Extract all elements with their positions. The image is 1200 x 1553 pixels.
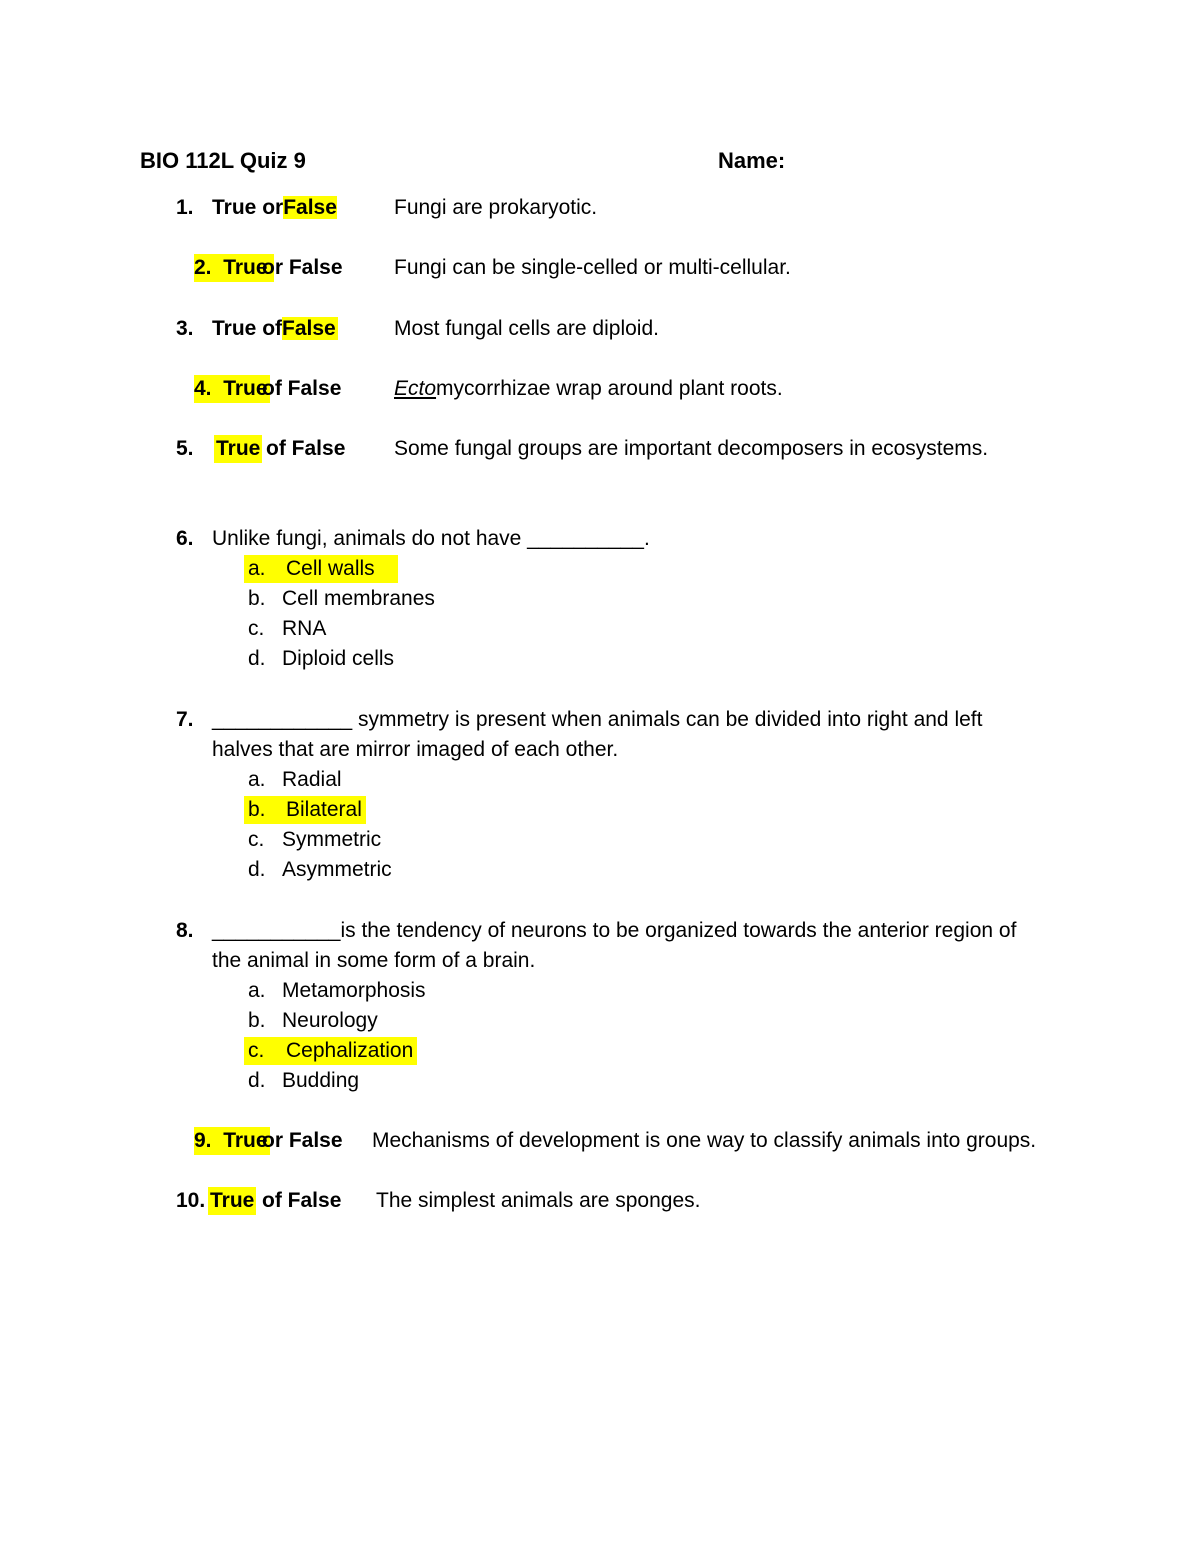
- choice-false: False: [287, 377, 342, 400]
- choice-false: False: [288, 1129, 343, 1152]
- answer-option: a. Metamorphosis: [248, 979, 426, 1002]
- question-statement: Most fungal cells are diploid.: [394, 317, 659, 340]
- choice-false-highlighted: False: [282, 317, 336, 340]
- choice-true-highlighted: True: [223, 256, 268, 279]
- answer-option-highlighted: a. Cell walls: [244, 555, 398, 583]
- choice-conjunction: or: [262, 196, 284, 219]
- question-stem-line2: halves that are mirror imaged of each other.: [212, 738, 619, 761]
- answer-option: d. Asymmetric: [248, 858, 392, 881]
- question-number: 8.: [176, 919, 194, 942]
- question-number: 4. True: [194, 375, 270, 403]
- answer-option: d. Diploid cells: [248, 647, 395, 670]
- question-stem-line1: ____________ symmetry is present when animals can be divided into right and left: [212, 708, 983, 731]
- true-false-choice: [212, 315, 338, 343]
- answer-option: b. Cell membranes: [248, 587, 435, 610]
- answer-option: d. Budding: [248, 1069, 360, 1092]
- choice-conjunction: or: [262, 1129, 283, 1152]
- choice-false-highlighted: False: [283, 196, 337, 219]
- choice-true-highlighted: True: [223, 1129, 268, 1152]
- answer-option: a. Radial: [248, 768, 342, 791]
- question-number: 10.: [176, 1189, 206, 1212]
- quiz-title: BIO 112L Quiz 9: [140, 148, 306, 173]
- question-statement: The simplest animals are sponges.: [376, 1189, 701, 1212]
- question-statement: Ectomycorrhizae wrap around plant roots.: [394, 377, 783, 400]
- question-number: 6.: [176, 527, 194, 550]
- question-number: 3.: [176, 317, 194, 340]
- choice-false: False: [288, 256, 343, 279]
- answer-option: b. Neurology: [248, 1009, 378, 1032]
- answer-option-highlighted: b. Bilateral: [244, 796, 366, 824]
- choice-true: True: [212, 196, 257, 219]
- true-false-choice: [262, 375, 341, 403]
- choice-conjunction: of: [262, 317, 283, 340]
- ecto-prefix: Ecto: [394, 377, 437, 400]
- true-false-choice: [212, 194, 337, 222]
- question-number: 5.: [176, 437, 194, 460]
- answer-option-highlighted: c. Cephalization: [244, 1037, 417, 1065]
- question-number: 2. True: [194, 254, 274, 282]
- question-statement: Fungi are prokaryotic.: [394, 196, 598, 219]
- answer-option: c. Symmetric: [248, 828, 382, 851]
- choice-true-highlighted: True: [208, 1187, 256, 1215]
- true-false-choice: [262, 1127, 343, 1155]
- true-false-choice: [262, 1187, 341, 1215]
- choice-conjunction: of: [266, 437, 286, 460]
- true-false-choice: [262, 254, 343, 282]
- choice-true-highlighted: True: [223, 377, 268, 400]
- question-statement: Mechanisms of development is one way to classify animals into groups.: [372, 1129, 1037, 1152]
- choice-false: False: [287, 1189, 342, 1212]
- question-stem-line2: the animal in some form of a brain.: [212, 949, 536, 972]
- true-false-choice: [266, 435, 345, 463]
- choice-false: False: [291, 437, 346, 460]
- choice-conjunction: or: [262, 256, 283, 279]
- question-stem-line1: ___________is the tendency of neurons to be organized towards the anterior region of: [212, 919, 1017, 942]
- choice-true-highlighted: True: [214, 435, 262, 463]
- question-stem: Unlike fungi, animals do not have __________.: [212, 527, 650, 550]
- answer-option: c. RNA: [248, 617, 327, 640]
- name-label: Name:: [718, 148, 786, 173]
- question-number: 9. True: [194, 1127, 270, 1155]
- choice-conjunction: of: [262, 377, 282, 400]
- choice-true: True: [212, 317, 257, 340]
- question-number: 7.: [176, 708, 194, 731]
- choice-conjunction: of: [262, 1189, 282, 1212]
- question-statement: Fungi can be single-celled or multi-cellular.: [394, 256, 791, 279]
- question-number: 1.: [176, 196, 194, 219]
- question-statement: Some fungal groups are important decomposers in ecosystems.: [394, 437, 989, 460]
